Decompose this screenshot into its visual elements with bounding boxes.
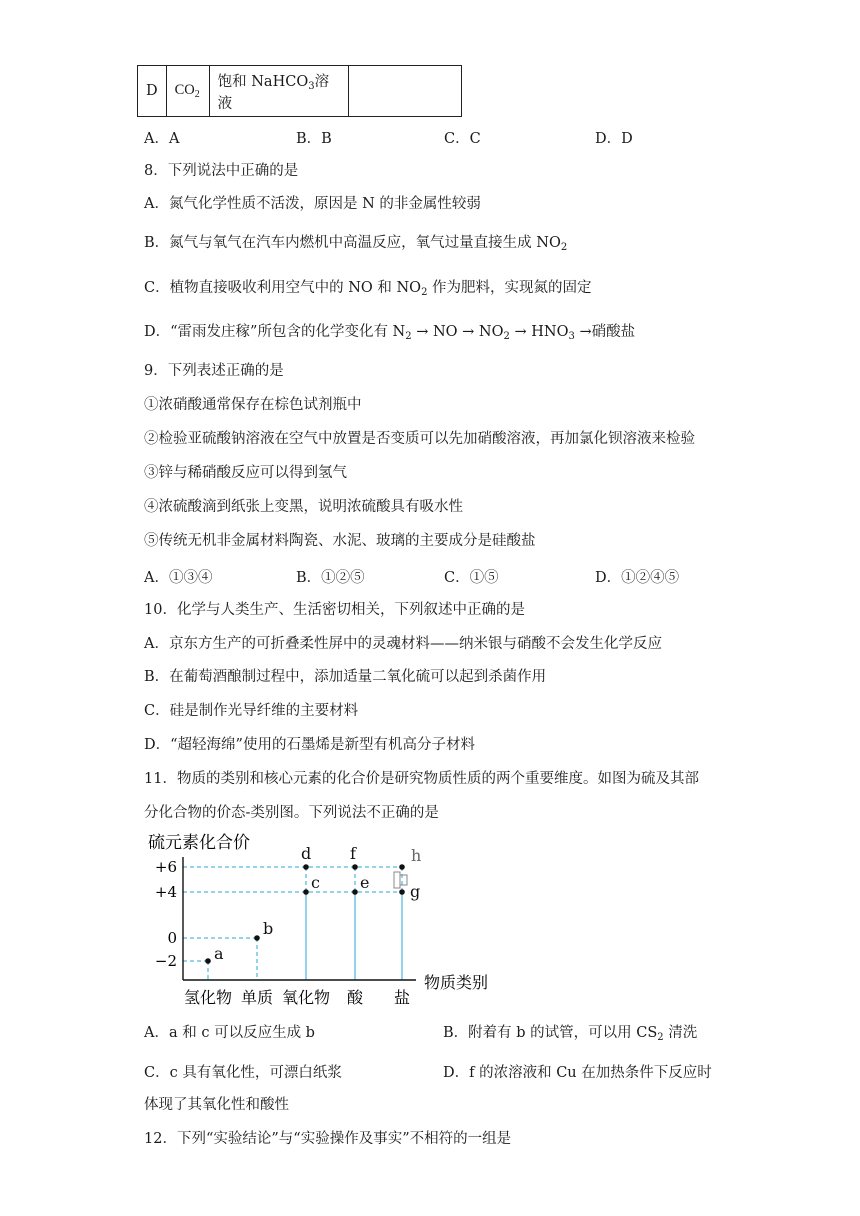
q10-option-b: B．在葡萄酒酿制过程中，添加适量二氧化硫可以起到杀菌作用 [144, 669, 547, 685]
table-cell-gas: $CO_2$ [166, 66, 209, 117]
q11-option-b: B．附着有 b 的试管，可以用 $CS_2$ 清洗 [443, 1025, 698, 1043]
q9-statement-2: ②检验亚硫酸钠溶液在空气中放置是否变质可以先加硝酸溶液，再加氯化钡溶液来检验 [144, 431, 695, 447]
chart-y-label: 硫元素化合价 [148, 833, 250, 853]
point-label-c: c [311, 873, 320, 892]
point-label-a: a [214, 944, 224, 963]
point-label-g: g [410, 882, 421, 901]
q9-statement-3: ③锌与稀硝酸反应可以得到氢气 [144, 465, 347, 481]
q8-option-a: A．氮气化学性质不活泼，原因是 N 的非金属性较弱 [144, 196, 481, 212]
q11-option-c: C．c 具有氧化性，可漂白纸浆 [144, 1065, 342, 1081]
table-row [138, 66, 462, 117]
chart-y-ticks [155, 858, 177, 970]
x-tick-label: 氧化物 [281, 988, 331, 1007]
q9-option-b: B．①②⑤ [296, 570, 365, 586]
point-a [205, 958, 211, 964]
q9-option-d: D．①②④⑤ [595, 570, 680, 586]
point-e [352, 889, 358, 895]
point-h [399, 864, 405, 870]
table-cell-reagent: 饱和 NaHCO$_3$溶液 [209, 66, 348, 117]
q10-option-a: A．京东方生产的可折叠柔性屏中的灵魂材料——纳米银与硝酸不会发生化学反应 [144, 636, 662, 652]
q9-option-a: A．①③④ [144, 570, 213, 586]
q7-option-c: C．C [444, 131, 481, 147]
q7-option-d: D．D [595, 131, 633, 147]
q9-statement-4: ④浓硫酸滴到纸张上变黑，说明浓硫酸具有吸水性 [144, 499, 463, 515]
point-c [303, 889, 309, 895]
q8-option-c: C．植物直接吸收利用空气中的 NO 和 $NO_2$ 作为肥料，实现氮的固定 [144, 280, 592, 298]
q11-option-d-line2: 体现了其氧化性和酸性 [144, 1097, 289, 1113]
q9-statement-1: ①浓硝酸通常保存在棕色试剂瓶中 [144, 397, 362, 413]
chart-points [205, 844, 421, 964]
x-tick-label: 酸 [346, 988, 364, 1007]
q11-option-d-line1: D．f 的浓溶液和 Cu 在加热条件下反应时 [443, 1065, 712, 1081]
sulfur-valence-chart [140, 822, 520, 1012]
marker-rect-inner [400, 875, 407, 885]
q10-option-c: C．硅是制作光导纤维的主要材料 [144, 703, 359, 719]
q12-stem: 12．下列“实验结论”与“实验操作及事实”不相符的一组是 [144, 1131, 512, 1147]
chart-x-ticks [184, 988, 410, 1007]
marker-rect [394, 872, 400, 888]
x-tick-label: 盐 [393, 988, 411, 1007]
q8-option-b: B．氮气与氧气在汽车内燃机中高温反应，氧气过量直接生成 $NO_2$ [144, 235, 568, 253]
answer-table [137, 65, 462, 117]
point-label-b: b [263, 919, 274, 938]
table-cell-empty [348, 66, 461, 117]
q9-option-c: C．①⑤ [444, 570, 499, 586]
x-tick-label: 氢化物 [183, 988, 233, 1007]
chart-x-label: 物质类别 [424, 973, 489, 992]
q8-stem: 8．下列说法中正确的是 [144, 163, 299, 179]
y-tick-label: +6 [154, 858, 177, 876]
point-label-d: d [301, 844, 312, 863]
q9-stem: 9．下列表述正确的是 [144, 363, 284, 379]
point-b [254, 935, 260, 941]
x-tick-label: 单质 [240, 988, 274, 1007]
q8-option-d: D．“雷雨发庄稼”所包含的化学变化有 $N_2$ → NO → $NO_2 \to HNO_3$ →硝酸盐 [144, 324, 636, 342]
q11-stem-line2: 分化合物的价态-类别图。下列说法不正确的是 [144, 805, 439, 821]
q10-option-d: D．“超轻海绵”使用的石墨烯是新型有机高分子材料 [144, 737, 475, 753]
q11-option-a: A．a 和 c 可以反应生成 b [144, 1025, 315, 1041]
unlabeled-marker [394, 872, 407, 888]
point-d [303, 864, 309, 870]
y-tick-label: +4 [154, 883, 177, 901]
table-cell-option: D [138, 66, 167, 117]
point-label-e: e [360, 873, 370, 892]
q10-stem: 10．化学与人类生产、生活密切相关，下列叙述中正确的是 [144, 602, 525, 618]
q11-stem-line1: 11．物质的类别和核心元素的化合价是研究物质性质的两个重要维度。如图为硫及其部 [144, 771, 699, 787]
q7-option-a: A．A [144, 131, 180, 147]
y-tick-label: −2 [154, 952, 177, 970]
point-f [352, 864, 358, 870]
point-g [399, 889, 405, 895]
point-label-h: h [411, 846, 422, 865]
q7-option-b: B．B [296, 131, 332, 147]
point-label-f: f [350, 844, 356, 863]
q9-statement-5: ⑤传统无机非金属材料陶瓷、水泥、玻璃的主要成分是硅酸盐 [144, 533, 536, 549]
y-tick-label: 0 [167, 929, 177, 947]
